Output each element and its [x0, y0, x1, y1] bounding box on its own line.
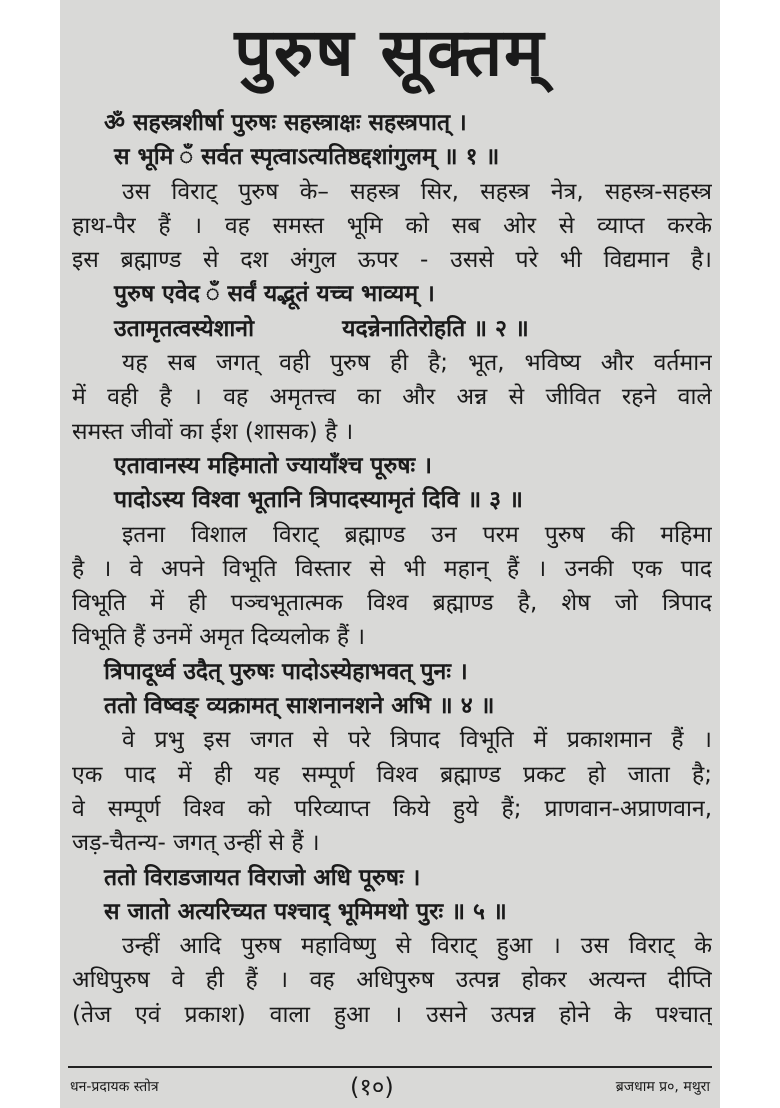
- page-number: (१०): [350, 1073, 394, 1101]
- translation-line: है । वे अपने विभूति विस्तार से भी महान् हैं । उनकी एक पाद: [72, 555, 712, 582]
- translation-line: समस्त जीवों का ईश (शासक) है ।: [72, 418, 354, 445]
- verse-line: पुरुष एवेद ँ सर्वं यद्भूतं यच्च भाव्यम् ।: [114, 281, 435, 308]
- translation-line: वे सम्पूर्ण विश्व को परिव्याप्त किये हुये हैं; प्राणवान-अप्राणवान,: [72, 795, 712, 822]
- footer-divider: [68, 1066, 712, 1068]
- page-title: पुरुष सूक्तम्: [234, 14, 546, 91]
- verse-line: उतामृतत्वस्येशानो यदन्नेनातिरोहति ॥ २ ॥: [114, 315, 529, 342]
- translation-line: इस ब्रह्माण्ड से दश अंगुल ऊपर - उससे परे भी विद्यमान है।: [72, 247, 712, 274]
- translation-line: हाथ-पैर हैं । वह समस्त भूमि को सब ओर से व्याप्त करके: [72, 212, 712, 239]
- verse-line: पादोऽस्य विश्वा भूतानि त्रिपादस्यामृतं दिवि ॥ ३ ॥: [114, 487, 523, 514]
- verse-line: ततो विष्वङ् व्यक्रामत् साशनानशने अभि ॥ ४ ॥: [104, 693, 495, 720]
- verse-line: त्रिपादूर्ध्व उदैत् पुरुषः पादोऽस्येहाभवत् पुनः ।: [104, 658, 468, 685]
- translation-line: में वही है । वह अमृतत्त्व का और अन्न से जीवित रहने वाले: [72, 384, 712, 411]
- translation-line: (तेज एवं प्रकाश) वाला हुआ । उसने उत्पन्न होने के पश्चात्: [72, 1001, 712, 1028]
- verse-line: ॐ सहस्त्रशीर्षा पुरुषः सहस्त्राक्षः सहस्त्रपात् ।: [104, 110, 467, 136]
- page-footer: [70, 1072, 710, 1102]
- footer-book-title: धन-प्रदायक स्तोत्र: [70, 1079, 159, 1095]
- footer-publisher: ब्रजधाम प्र०, मथुरा: [615, 1079, 710, 1095]
- translation-line: जड़-चैतन्य- जगत् उन्हीं से हैं ।: [72, 830, 320, 857]
- translation-line: विभूति में ही पञ्चभूतात्मक विश्व ब्रह्माण्ड है, शेष जो त्रिपाद: [72, 590, 712, 617]
- verse-line: स जातो अत्यरिच्यत पश्चाद् भूमिमथो पुरः ॥ ५ ॥: [104, 898, 507, 925]
- translation-line: इतना विशाल विराट् ब्रह्माण्ड उन परम पुरुष की महिमा: [122, 521, 712, 548]
- verse-line: ततो विराडजायत विराजो अधि पूरुषः ।: [104, 864, 421, 891]
- verse-line: स भूमि ँ सर्वत स्पृत्वाऽत्यतिष्ठद्दशांगुलम् ॥ १ ॥: [114, 144, 500, 171]
- translation-line: विभूति हैं उनमें अमृत दिव्यलोक हैं ।: [72, 624, 366, 651]
- translation-line: एक पाद में ही यह सम्पूर्ण विश्व ब्रह्माण्ड प्रकट हो जाता है;: [72, 761, 712, 788]
- translation-line: अधिपुरुष वे ही हैं । वह अधिपुरुष उत्पन्न होकर अत्यन्त दीप्ति: [72, 967, 712, 994]
- translation-line: वे प्रभु इस जगत से परे त्रिपाद विभूति में प्रकाशमान हैं ।: [122, 727, 712, 754]
- book-page: [60, 0, 720, 1108]
- translation-line: उन्हीं आदि पुरुष महाविष्णु से विराट् हुआ । उस विराट् के: [122, 933, 712, 960]
- page-body: [72, 106, 712, 1032]
- verse-line: एतावानस्य महिमातो ज्यायाँश्च पूरुषः ।: [114, 452, 432, 479]
- translation-line: यह सब जगत् वही पुरुष ही है; भूत, भविष्य और वर्तमान: [122, 350, 712, 377]
- translation-line: उस विराट् पुरुष के– सहस्त्र सिर, सहस्त्र नेत्र, सहस्त्र-सहस्त्र: [122, 178, 712, 205]
